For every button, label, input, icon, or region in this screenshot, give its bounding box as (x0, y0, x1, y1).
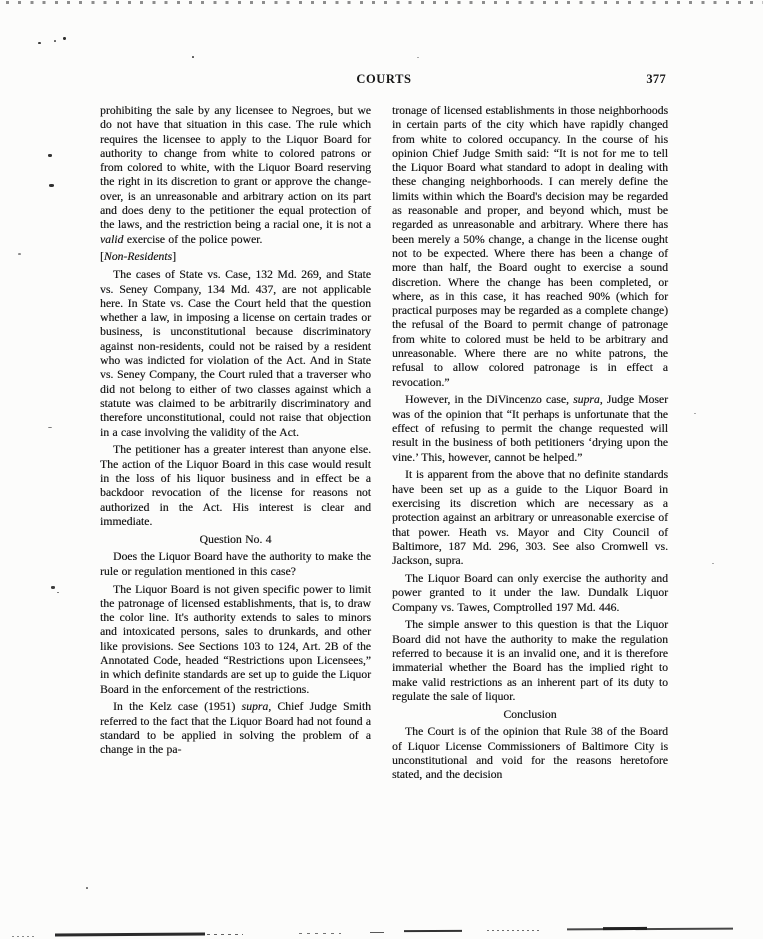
scan-smudge-bottom (567, 928, 733, 930)
ink-speck (694, 413, 696, 414)
scan-smudge-bottom (55, 933, 205, 936)
scan-smudge-bottom (487, 930, 540, 931)
left-column (100, 104, 371, 786)
body-paragraph: tronage of licensed establishments in those neighborhoods in certain parts of the city which have rapidly changed from white to colored occupancy. In the course of his opinion Chief Judge Smith said: “It is not for me to tell the Liquor Board what standard to adopt in dealing with these changing neighborhoods. I can merely define the limits within which the Board's decision may be regarded as reasonable and proper, and beyond which, must be regarded as unreasonable and arbitrary. Where there has been merely a 50% change, a change in the license ought not to be expected. Where there has been a change of more than half, the Board ought to exercise a sound discretion. Where the change has been completed, or where, as in this case, it has reached 90% (which for practical purposes may be regarded as a complete change) the refusal of the Board to permit change of patronage from white to colored must be held to be arbitrary and unreasonable. Where there are no white patrons, the refusal to allow colored patronage is in effect a revocation.” (392, 104, 668, 389)
ink-speck (54, 40, 56, 42)
ink-speck (192, 56, 194, 58)
body-paragraph: The simple answer to this question is that the Liquor Board did not have the authority to make the regulation referred to because it is an invalid one, and it is therefore immaterial whether the Board has the implied right to make valid restrictions as an inherent part of its duty to regulate the sale of liquor. (392, 618, 668, 703)
page-number: 377 (646, 72, 666, 86)
scan-smudge-bottom (603, 927, 647, 930)
body-paragraph: It is apparent from the above that no definite standards have been set up as a guide to the Liquor Board in exercising its discretion which are necessary as a protection against an arbitrary or unreasonable exercise of that power. Heath vs. Mayor and City Council of Baltimore, 187 Md. 296, 303. See also Cromwell vs. Jackson, supra. (392, 468, 668, 568)
scan-smudge-bottom (404, 930, 462, 932)
ink-speck (86, 887, 88, 889)
ink-speck (48, 427, 52, 428)
body-paragraph: prohibiting the sale by any licensee to Negroes, but we do not have that situation in this case. The rule which requires the licensee to apply to the Liquor Board for authority to change from white to colored patrons or from colored to white, with the Liquor Board reserving the right in its discretion to grant or approve the change-over, is an unreasonable and arbitrary action on its part and does deny to the petitioner the equal protection of the laws, and the restriction being a racial one, it is not a valid exercise of the police power. (100, 104, 371, 246)
body-paragraph: In the Kelz case (1951) supra, Chief Judge Smith referred to the fact that the Liquor Board had not found a standard to be applied in solving the problem of a change in the pa- (100, 700, 371, 757)
body-paragraph: The Liquor Board can only exercise the authority and power granted to it under the law. Dundalk Liquor Company vs. Tawes, Comptrolled 197 Md. 446. (392, 572, 668, 614)
scan-dotted-border-top (6, 1, 763, 4)
ink-speck (38, 42, 41, 44)
ink-speck (49, 184, 54, 187)
ink-speck (417, 57, 419, 58)
running-head (100, 72, 668, 89)
body-paragraph: The Liquor Board is not given specific power to limit the patronage of licensed establishments, that is, to draw the color line. It's authority extends to sales to minors and intoxicated persons, sales to drunkards, and other like provisions. See Sections 103 to 124, Art. 2B of the Annotated Code, headed “Restrictions upon Licensees,” in which definite standards are set up to guide the Liquor Board in the enforcement of the restrictions. (100, 582, 371, 696)
body-paragraph: However, in the DiVincenzo case, supra, Judge Moser was of the opinion that “It perhaps is unfortunate that the effect of refusing to permit the change requested will result in the business of both petitioners ‘drying upon the vine.’ This, however, cannot be helped.” (392, 393, 668, 464)
ink-speck (712, 563, 714, 564)
body-paragraph: The Court is of the opinion that Rule 38 of the Board of Liquor License Commissioners of Baltimore City is unconstitutional and void for the reasons heretofore stated, and the decision (392, 725, 668, 782)
subheading-non-residents: [Non-Residents] (100, 250, 176, 264)
body-paragraph: The cases of State vs. Case, 132 Md. 269, and State vs. Seney Company, 134 Md. 437, are not applicable here. In State vs. Case the Court held that the question whether a law, in imposing a license on certain trades or business, is unconstitutional because discriminatory against non-residents, could not be raised by a resident who was indicted for violation of the Act. And in State vs. Seney Company, the Court ruled that a traverser who did not belong to either of two classes against which a statute was claimed to be arbitrarily discriminatory and therefore unconstitutional, could not raise that objection in a case involving the validity of the Act. (100, 268, 371, 439)
scan-smudge-bottom (370, 932, 384, 933)
right-column (392, 104, 668, 786)
page-title: COURTS (356, 72, 412, 86)
scan-smudge-bottom (207, 934, 243, 935)
ink-speck (57, 592, 59, 593)
section-heading-conclusion: Conclusion (503, 707, 557, 721)
ink-speck (63, 37, 66, 40)
body-paragraph: The petitioner has a greater interest than anyone else. The action of the Liquor Board in this case would result in the loss of his liquor business and in effect be a backdoor revocation of the license for reasons not authorized in the Act. His interest is clear and immediate. (100, 443, 371, 528)
two-column-text-body (100, 104, 668, 786)
ink-speck (51, 586, 55, 589)
body-paragraph: Does the Liquor Board have the authority to make the rule or regulation mentioned in this case? (100, 550, 371, 578)
scan-smudge-bottom (299, 933, 341, 934)
scan-smudge-bottom (12, 936, 36, 937)
ink-speck (18, 253, 21, 255)
section-heading-question-4: Question No. 4 (199, 532, 272, 546)
ink-speck (48, 154, 52, 157)
